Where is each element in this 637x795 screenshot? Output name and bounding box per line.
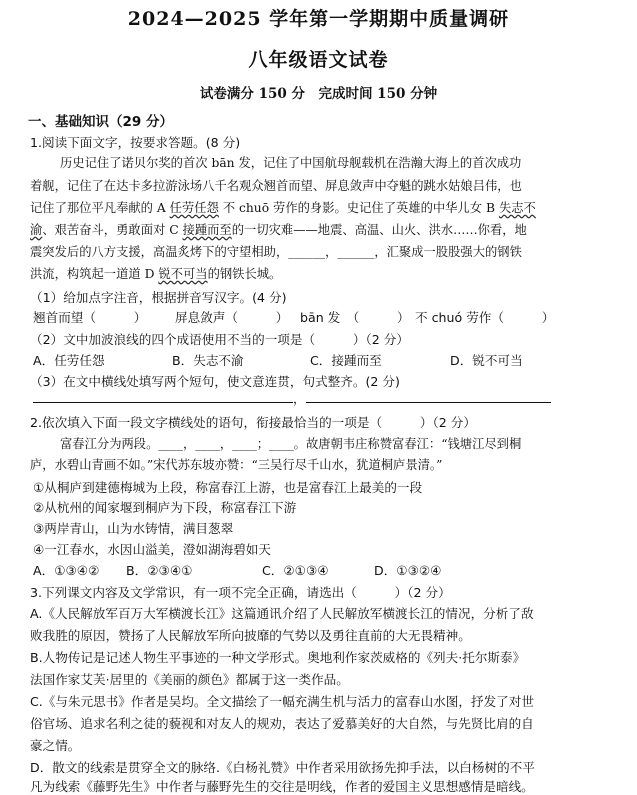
- idiom-b: 失志不: [498, 201, 536, 215]
- idiom-c: 接踵而至: [182, 223, 232, 237]
- passage-text: 记住了那位平凡奉献的 A: [30, 201, 170, 215]
- q3-stem: 3.下列课文内容及文学常识，有一项不完全正确，请选出（ ）（2 分）: [30, 585, 451, 600]
- idiom-d: 锐不可当: [158, 267, 208, 281]
- idiom-a: 任劳任怨: [169, 201, 219, 215]
- q2-sentence: ②从杭州的闻家堰到桐庐为下段，称富春江下游: [33, 500, 297, 515]
- q2-choice: B．②③④①: [126, 563, 193, 578]
- exam-meta: 试卷满分 150 分 完成时间 150 分钟: [199, 86, 438, 102]
- q1-passage-line: [30, 264, 281, 282]
- passage-text: 的钢铁长城。: [207, 267, 282, 281]
- answer-blank[interactable]: [306, 390, 551, 403]
- q2-sentence: ④一江春水，水因山溢美，澄如湖海碧如天: [33, 542, 271, 557]
- q1-sub2-option: B．失志不渝: [172, 353, 244, 368]
- q3-option-a: A.《人民解放军百万大军横渡长江》这篇通讯介绍了人民解放军横渡长江的情况，分析了敌: [30, 606, 534, 621]
- exam-subtitle: 八年级语文试卷: [248, 49, 389, 71]
- passage-text: 的一切灾难——地震、高温、山火、洪水……你看，地: [231, 223, 527, 237]
- q3-option-a: 败我胜的原因，赞扬了人民解放军所向披靡的气势以及勇往直前的大无畏精神。: [30, 628, 471, 643]
- q1-sub1-item: 屏息敛声（ ）: [175, 310, 289, 325]
- q2-passage-line: 庐，水碧山青画不如。”宋代苏东坡亦赞：“三吴行尽千山水，犹道桐庐景清。”: [30, 458, 443, 472]
- exam-title: 2024—2025 学年第一学期期中质量调研: [127, 8, 510, 30]
- q1-sub2-option: D．锐不可当: [450, 353, 523, 368]
- idiom-b-end: 渝: [30, 223, 43, 237]
- q2-stem: 2.依次填入下面一段文字横线处的语句，衔接最恰当的一项是（ ）（2 分）: [30, 415, 476, 430]
- q3-option-c: 豪之情。: [30, 738, 81, 753]
- q1-passage-line: [30, 198, 536, 216]
- q3-option-c: 俗官场、追求名利之徒的藐视和对友人的规劝，表达了爱慕美好的大自然，与先贤比肩的自: [30, 716, 534, 731]
- q3-option-b: 法国作家艾芙·居里的《美丽的颜色》都属于这一类作品。: [30, 672, 349, 687]
- q1-sub3: （3）在文中横线处填写两个短句，使文意连贯，句式整齐。(2 分): [30, 374, 400, 389]
- q2-choice: A．①③④②: [33, 563, 100, 578]
- q3-option-d: D．散文的线索是贯穿全文的脉络.《白杨礼赞》中作者采用欲扬先抑手法，以白杨树的不平: [30, 760, 535, 775]
- q2-choice: C．②①③④: [262, 563, 329, 578]
- q1-passage-line: 着舰，记住了在达卡多拉游泳场八千名观众翘首而望、屏息敛声中夺魁的跳水姑娘吕伟，也: [30, 179, 522, 193]
- q3-option-b: B.人物传记是记述人物生平事迹的一种文学形式。奥地利作家茨威格的《列夫·托尔斯泰》: [30, 650, 526, 665]
- answer-blank[interactable]: [33, 390, 293, 403]
- answer-line[interactable]: ，: [33, 388, 551, 407]
- passage-text: 、艰苦奋斗，勇敢面对 C: [42, 223, 183, 237]
- q1-sub2-option: C．接踵而至: [310, 353, 382, 368]
- q1-sub1-item: 不 chuó 劳作（ ）: [415, 310, 555, 325]
- section-heading: 一、基础知识（29 分）: [28, 114, 173, 130]
- q1-sub1-item: 翘首而望（ ）: [33, 310, 147, 325]
- q2-sentence: ①从桐庐到建德梅城为上段，称富春江上游，也是富春江上最美的一段: [33, 480, 423, 495]
- q1-sub2-option: A．任劳任怨: [33, 353, 105, 368]
- q1-stem: 1.阅读下面文字，按要求答题。(8 分): [30, 135, 241, 150]
- passage-text: 不 chuō 劳作的身影。史记住了英雄的中华儿女 B: [218, 201, 499, 215]
- q1-sub1-item: bān 发 （ ）: [300, 310, 410, 325]
- q1-sub1: （1）给加点字注音，根据拼音写汉字。(4 分): [30, 290, 287, 305]
- q2-passage-line: 富春江分为两段。____，____，____；____。故唐朝韦庄称赞富春江：“钱塘江尽到桐: [60, 437, 522, 451]
- q1-passage-line: 历史记住了诺贝尔奖的首次 bān 发，记住了中国航母舰载机在浩瀚大海上的首次成功: [60, 156, 522, 170]
- q1-passage-line: 震突发后的八方支援，高温炙烤下的守望相助，______，______，汇聚成一股股强大的钢铁: [30, 245, 522, 259]
- q1-passage-line: [30, 220, 527, 238]
- q1-sub2: （2）文中加波浪线的四个成语使用不当的一项是（ ）（2 分）: [30, 332, 409, 347]
- q2-sentence: ③两岸青山，山为水铸情，满目葱翠: [33, 521, 234, 536]
- q3-option-d: 凡为线索《藤野先生》中作者与藤野先生的交往是明线，作者的爱国主义思想感情是暗线。: [30, 779, 534, 794]
- q3-option-c: C.《与朱元思书》作者是吴均。全文描绘了一幅充满生机与活力的富春山水图，抒发了对世: [30, 694, 534, 709]
- passage-text: 洪流，构筑起一道道 D: [30, 267, 159, 281]
- q2-choice: D．①③②④: [374, 563, 442, 578]
